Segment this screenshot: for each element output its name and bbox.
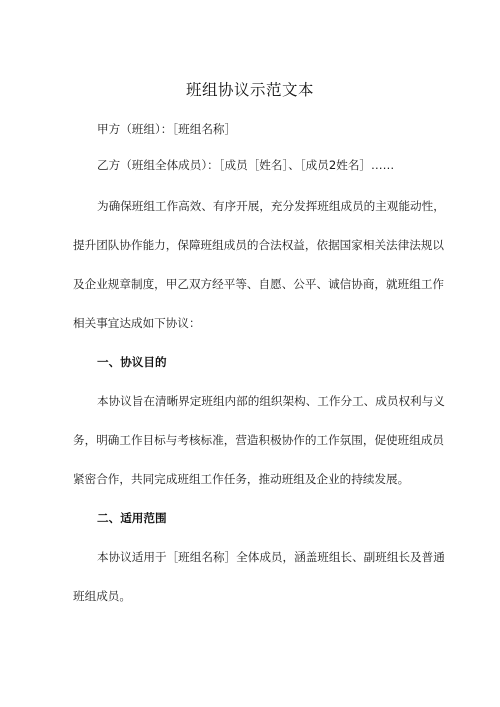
section-scope-line-1: 本协议适用于［班组名称］全体成员，涵盖班组长、副班组长及普通 <box>97 550 445 564</box>
section-purpose-line-1: 本协议旨在清晰界定班组内部的组织架构、工作分工、成员权利与义 <box>97 394 445 408</box>
section-heading-purpose: 一、协议目的 <box>97 355 167 369</box>
section-purpose-line-2: 务，明确工作目标与考核标准，营造积极协作的工作氛围，促使班组成员 <box>73 433 445 447</box>
document-title: 班组协议示范文本 <box>185 81 314 99</box>
preamble-line-1: 为确保班组工作高效、有序开展，充分发挥班组成员的主观能动性， <box>97 199 445 213</box>
preamble-line-3: 及企业规章制度，甲乙双方经平等、自愿、公平、诚信协商，就班组工作 <box>73 277 445 291</box>
section-heading-scope: 二、适用范围 <box>97 511 167 525</box>
preamble-line-4: 相关事宜达成如下协议： <box>73 316 201 330</box>
section-scope-line-2: 班组成员。 <box>73 589 131 603</box>
party-a-line: 甲方（班组）：［班组名称］ <box>97 122 237 136</box>
preamble-line-2: 提升团队协作能力，保障班组成员的合法权益，依据国家相关法律法规以 <box>73 238 445 252</box>
section-purpose-line-3: 紧密合作，共同完成班组工作任务，推动班组及企业的持续发展。 <box>73 472 410 486</box>
party-b-line: 乙方（班组全体成员）：［成员［姓名］、［成员2姓名］…… <box>97 158 395 172</box>
